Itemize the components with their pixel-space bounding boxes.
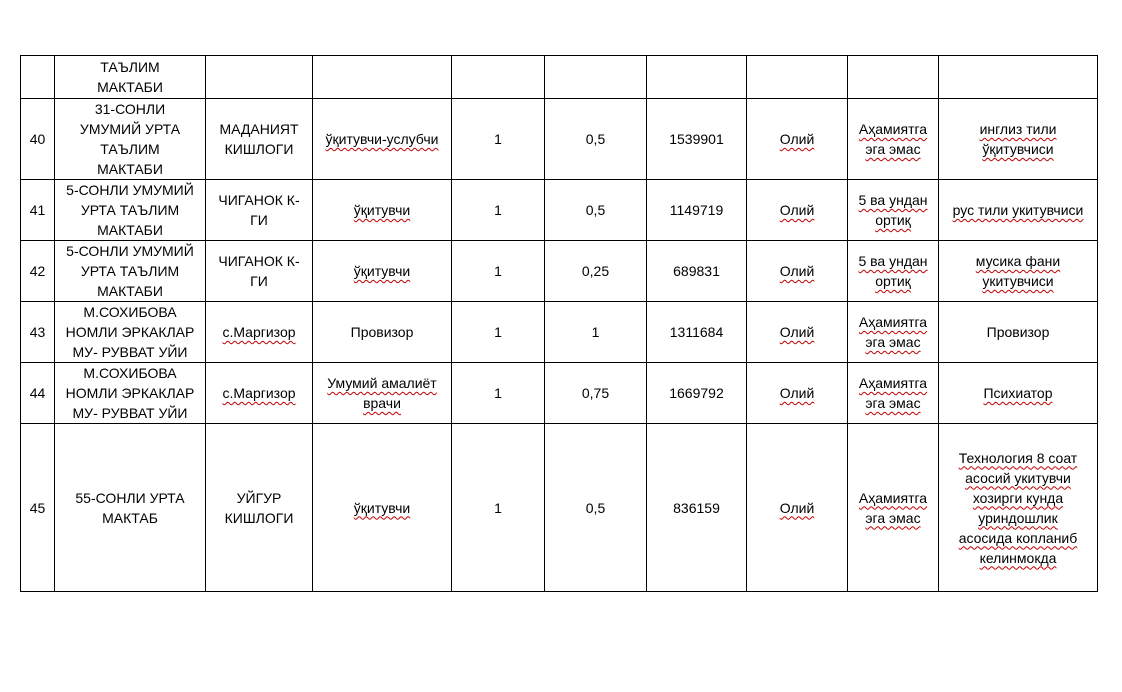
cell-number: 41	[21, 180, 55, 241]
cell-note-text: Технология 8 соат асосий укитувчи хозирги кунда уриндошлик асосида копланиб келинмокда	[958, 449, 1078, 566]
cell-education	[747, 363, 848, 424]
cell-place-text: с.Маргизор	[222, 324, 296, 340]
cell-number: 40	[21, 99, 55, 180]
cell-school	[55, 363, 206, 424]
table-row	[21, 241, 1098, 302]
cell-note	[939, 180, 1098, 241]
cell-education	[747, 99, 848, 180]
cell-position	[313, 302, 452, 363]
cell-number	[21, 56, 55, 99]
cell-experience	[848, 99, 939, 180]
cell-place-text: ЧИГАНОК К- ГИ	[218, 253, 300, 289]
cell-education-text: Олий	[779, 385, 815, 401]
cell-salary	[647, 56, 747, 99]
cell-rate: 0,5	[545, 99, 647, 180]
table-row-continued	[21, 56, 1098, 99]
cell-position-text: ўқитувчи-услубчи	[325, 131, 439, 147]
cell-note-text: рус тили укитувчиси	[952, 202, 1084, 218]
cell-education-text: Олий	[779, 499, 815, 516]
cell-count: 1	[452, 363, 545, 424]
cell-experience-text: 5 ва ундан ортиқ	[858, 253, 928, 289]
cell-rate	[545, 56, 647, 99]
cell-position	[313, 180, 452, 241]
cell-education-text: Олий	[779, 202, 815, 218]
cell-school-text: 5-СОНЛИ УМУМИЙ УРТА ТАЪЛИМ МАКТАБИ	[66, 182, 194, 238]
cell-experience	[848, 424, 939, 592]
vacancy-table	[20, 55, 1098, 592]
cell-place	[206, 424, 313, 592]
cell-school	[55, 302, 206, 363]
cell-count: 1	[452, 302, 545, 363]
cell-salary: 1539901	[647, 99, 747, 180]
cell-rate: 1	[545, 302, 647, 363]
cell-school-text: 55-СОНЛИ УРТА МАКТАБ	[75, 489, 185, 526]
cell-school	[55, 424, 206, 592]
cell-place	[206, 56, 313, 99]
cell-rate: 0,25	[545, 241, 647, 302]
cell-salary: 1669792	[647, 363, 747, 424]
cell-experience	[848, 241, 939, 302]
cell-position	[313, 99, 452, 180]
cell-education	[747, 424, 848, 592]
cell-salary: 1149719	[647, 180, 747, 241]
cell-education	[747, 56, 848, 99]
cell-experience	[848, 363, 939, 424]
cell-school-text: ТАЪЛИМ МАКТАБИ	[97, 59, 163, 95]
cell-position-text: Провизор	[350, 324, 414, 340]
cell-note	[939, 363, 1098, 424]
cell-note	[939, 241, 1098, 302]
cell-place	[206, 99, 313, 180]
cell-experience-text: Аҳамиятга эга эмас	[858, 121, 928, 157]
cell-education-text: Олий	[779, 263, 815, 279]
cell-experience	[848, 302, 939, 363]
cell-count: 1	[452, 180, 545, 241]
cell-education	[747, 302, 848, 363]
cell-school	[55, 56, 206, 99]
cell-experience	[848, 56, 939, 99]
cell-number: 45	[21, 424, 55, 592]
cell-experience	[848, 180, 939, 241]
cell-rate: 0,5	[545, 424, 647, 592]
cell-experience-text: 5 ва ундан ортиқ	[858, 192, 928, 228]
cell-salary: 1311684	[647, 302, 747, 363]
cell-experience-text: Аҳамиятга эга эмас	[858, 314, 928, 350]
cell-count	[452, 56, 545, 99]
cell-position-text: ўқитувчи	[353, 202, 411, 218]
cell-salary: 689831	[647, 241, 747, 302]
cell-note-text: Провизор	[986, 324, 1050, 340]
cell-position-text: ўқитувчи	[353, 263, 411, 279]
table-row	[21, 99, 1098, 180]
cell-school-text: 31-СОНЛИ УМУМИЙ УРТА ТАЪЛИМ МАКТАБИ	[79, 101, 181, 177]
cell-position	[313, 363, 452, 424]
cell-note	[939, 302, 1098, 363]
cell-experience-text: Аҳамиятга эга эмас	[858, 375, 928, 411]
cell-number: 42	[21, 241, 55, 302]
cell-place	[206, 363, 313, 424]
cell-count: 1	[452, 241, 545, 302]
cell-position-text: ўқитувчи	[353, 499, 411, 516]
cell-education	[747, 241, 848, 302]
cell-place	[206, 180, 313, 241]
cell-rate: 0,5	[545, 180, 647, 241]
cell-education-text: Олий	[779, 324, 815, 340]
cell-rate: 0,75	[545, 363, 647, 424]
cell-position-text: Умумий амалиёт врачи	[327, 375, 437, 411]
cell-education-text: Олий	[779, 131, 815, 147]
cell-note	[939, 56, 1098, 99]
cell-place-text: УЙГУР КИШЛОГИ	[224, 489, 294, 526]
cell-note	[939, 99, 1098, 180]
cell-place	[206, 241, 313, 302]
cell-count: 1	[452, 424, 545, 592]
cell-place-text: МАДАНИЯТ КИШЛОГИ	[219, 121, 299, 157]
cell-number: 44	[21, 363, 55, 424]
cell-note-text: мусика фани укитувчиси	[975, 253, 1061, 289]
cell-school	[55, 241, 206, 302]
cell-position	[313, 56, 452, 99]
table-row	[21, 363, 1098, 424]
cell-school-text: М.СОХИБОВА НОМЛИ ЭРКАКЛАР МУ- РУВВАТ УЙИ	[65, 365, 195, 421]
cell-experience-text: Аҳамиятга эга эмас	[858, 489, 928, 526]
cell-position	[313, 424, 452, 592]
cell-school-text: 5-СОНЛИ УМУМИЙ УРТА ТАЪЛИМ МАКТАБИ	[66, 243, 194, 299]
cell-place	[206, 302, 313, 363]
cell-count: 1	[452, 99, 545, 180]
cell-salary: 836159	[647, 424, 747, 592]
cell-place-text: с.Маргизор	[222, 385, 296, 401]
cell-education	[747, 180, 848, 241]
cell-position	[313, 241, 452, 302]
cell-school-text: М.СОХИБОВА НОМЛИ ЭРКАКЛАР МУ- РУВВАТ УЙИ	[65, 304, 195, 360]
cell-note-text: Психиатор	[983, 385, 1053, 401]
cell-note-text: инглиз тили ўқитувчиси	[979, 121, 1057, 157]
table-row	[21, 302, 1098, 363]
cell-school	[55, 99, 206, 180]
table-row	[21, 424, 1098, 592]
table-row	[21, 180, 1098, 241]
cell-place-text: ЧИГАНОК К- ГИ	[218, 192, 300, 228]
cell-number: 43	[21, 302, 55, 363]
cell-school	[55, 180, 206, 241]
cell-note	[939, 424, 1098, 592]
